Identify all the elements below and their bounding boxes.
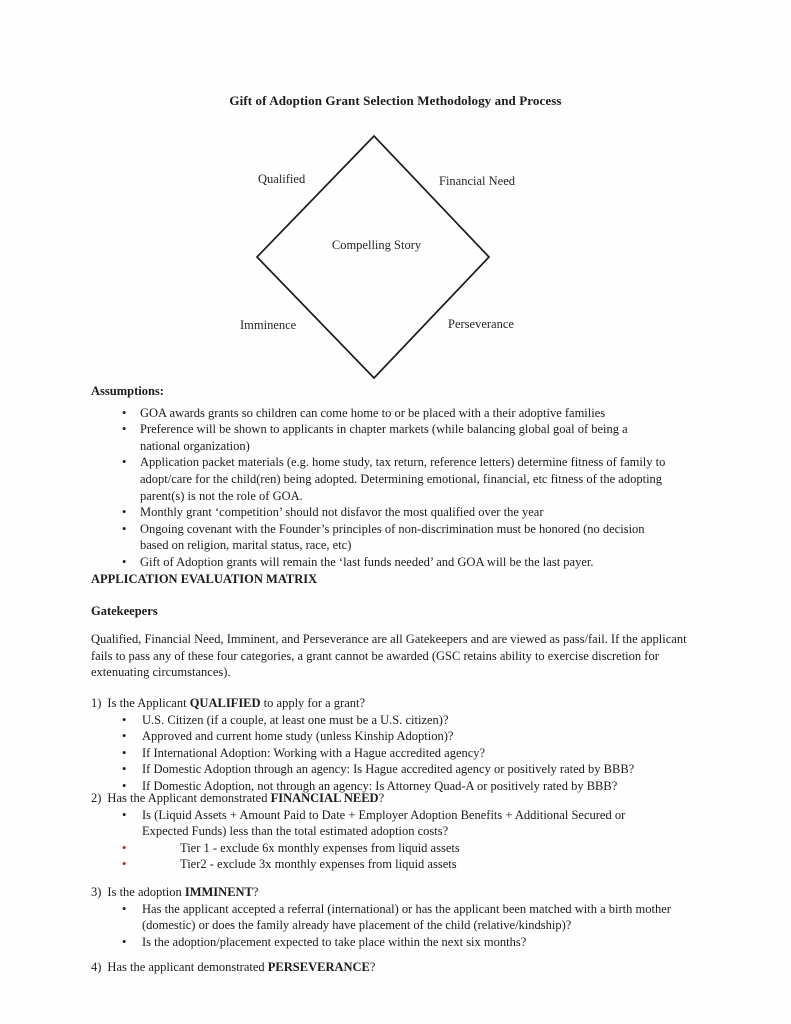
question-number: 3) bbox=[91, 885, 102, 899]
question-1 bbox=[91, 695, 709, 795]
question-term: FINANCIAL NEED bbox=[270, 791, 379, 805]
diamond-label-financial-need: Financial Need bbox=[439, 174, 516, 188]
question-3-line bbox=[91, 884, 709, 901]
assumption-item: • Monthly grant ‘competition’ should not disfavor the most qualified over the year bbox=[91, 504, 666, 521]
question-term: IMMINENT bbox=[184, 885, 253, 899]
question-text: Is the Applicant bbox=[107, 696, 190, 710]
criterion-item: • U.S. Citizen (if a couple, at least one must be a U.S. citizen)? bbox=[91, 712, 671, 729]
gatekeepers-intro: Qualified, Financial Need, Imminent, and Perseverance are all Gatekeepers and are viewed as pass/fail. If the applicant fails to pass any of these four categories, a grant cannot be awarded (GSC retains ability to exercise discretion for extenuating circumstances). bbox=[91, 632, 687, 680]
question-text: Is the adoption bbox=[107, 885, 185, 899]
criterion-item: • Has the applicant accepted a referral (international) or has the applicant been matched with a birth mother (domestic) or does the family already have placement of the child (relative/kindship)? bbox=[91, 901, 671, 934]
question-text: ? bbox=[378, 791, 385, 805]
assumptions-list bbox=[91, 405, 666, 571]
tier-item: • Tier2 - exclude 3x monthly expenses from liquid assets bbox=[91, 856, 709, 873]
evaluation-matrix-heading: APPLICATION EVALUATION MATRIX bbox=[91, 572, 318, 586]
criterion-item: • If International Adoption: Working with a Hague accredited agency? bbox=[91, 745, 671, 762]
assumption-item: • Application packet materials (e.g. home study, tax return, reference letters) determine fitness of family to adopt/care for the child(ren) being adopted. Determining emotional, financial, etc fitness of the adopting parent(s) is not the role of GOA. bbox=[91, 454, 666, 504]
assumptions-section bbox=[91, 383, 709, 571]
criterion-item: • Is (Liquid Assets + Amount Paid to Date + Employer Adoption Benefits + Additional Secured or Expected Funds) less than the total estimated adoption costs? bbox=[91, 807, 671, 840]
assumption-item: • Preference will be shown to applicants in chapter markets (while balancing global goal of being a national organization) bbox=[91, 421, 666, 454]
question-term: QUALIFIED bbox=[189, 696, 261, 710]
diamond-shape bbox=[250, 130, 496, 384]
question-term: PERSEVERANCE bbox=[267, 960, 370, 974]
tier-bullets bbox=[91, 840, 709, 873]
question-text: Has the applicant demonstrated bbox=[107, 960, 268, 974]
question-number: 4) bbox=[91, 960, 102, 974]
question-2-line bbox=[91, 790, 709, 807]
criterion-item: • Is the adoption/placement expected to take place within the next six months? bbox=[91, 934, 671, 951]
page-title: Gift of Adoption Grant Selection Methodology and Process bbox=[229, 93, 562, 108]
diamond-label-perseverance: Perseverance bbox=[448, 317, 514, 331]
assumption-item: • GOA awards grants so children can come home to or be placed with a their adoptive families bbox=[91, 405, 666, 422]
question-3 bbox=[91, 884, 709, 950]
question-2 bbox=[91, 790, 709, 873]
gatekeepers-heading: Gatekeepers bbox=[91, 604, 158, 618]
question-1-line bbox=[91, 695, 709, 712]
question-1-bullets bbox=[91, 712, 671, 795]
assumption-item: • Ongoing covenant with the Founder’s principles of non-discrimination must be honored (no decision based on religion, marital status, race, etc) bbox=[91, 521, 666, 554]
question-text: ? bbox=[369, 960, 376, 974]
tier-item: • Tier 1 - exclude 6x monthly expenses from liquid assets bbox=[91, 840, 709, 857]
question-text: Has the Applicant demonstrated bbox=[107, 791, 271, 805]
question-4 bbox=[91, 959, 709, 976]
diamond-label-imminence: Imminence bbox=[240, 318, 297, 332]
criterion-item: • Approved and current home study (unless Kinship Adoption)? bbox=[91, 728, 671, 745]
criterion-item: • If Domestic Adoption, not through an agency: Is Attorney Quad-A or positively rated by BBB? bbox=[91, 778, 671, 795]
question-number: 2) bbox=[91, 791, 102, 805]
criterion-item: • If Domestic Adoption through an agency: Is Hague accredited agency or positively rated by BBB? bbox=[91, 761, 671, 778]
assumptions-heading: Assumptions: bbox=[91, 384, 164, 398]
diamond-label-qualified: Qualified bbox=[258, 172, 306, 186]
question-text: ? bbox=[252, 885, 259, 899]
question-number: 1) bbox=[91, 696, 102, 710]
question-4-line bbox=[91, 959, 709, 976]
question-2-bullets bbox=[91, 807, 671, 840]
question-3-bullets bbox=[91, 901, 671, 951]
diamond-label-compelling-story: Compelling Story bbox=[331, 238, 422, 252]
question-text: to apply for a grant? bbox=[260, 696, 366, 710]
assumption-item: • Gift of Adoption grants will remain the ‘last funds needed’ and GOA will be the last payer. bbox=[91, 554, 666, 571]
